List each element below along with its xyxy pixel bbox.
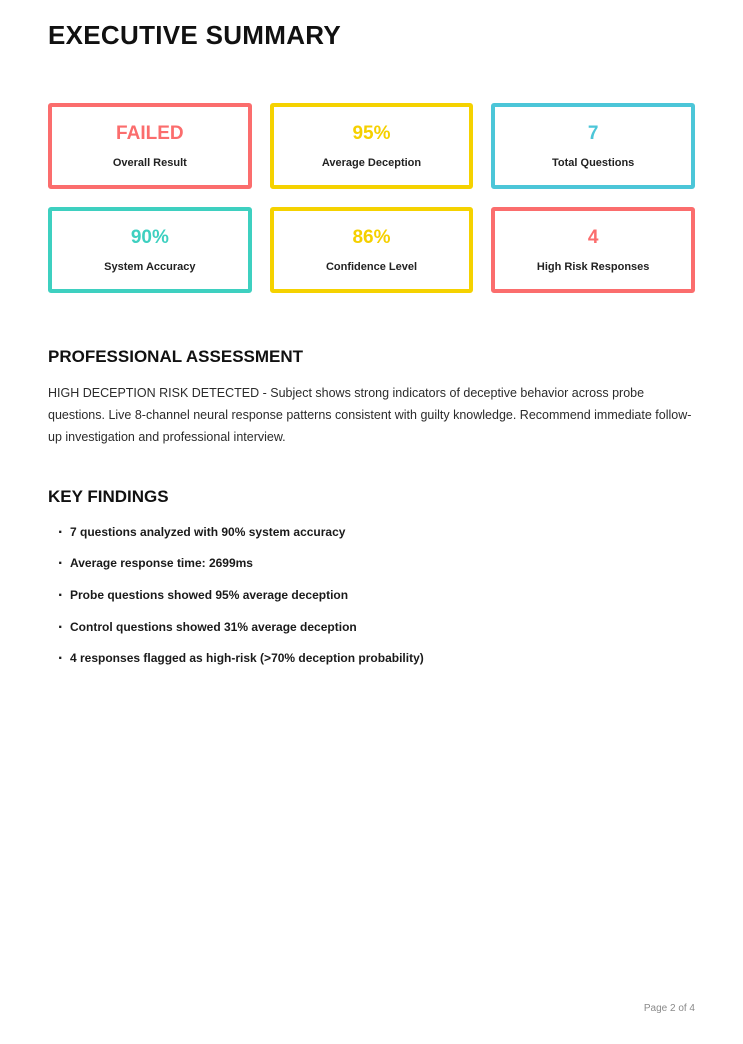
metric-card bbox=[270, 207, 474, 293]
metric-card bbox=[48, 207, 252, 293]
findings-heading: KEY FINDINGS bbox=[48, 486, 169, 506]
metric-value: 95% bbox=[352, 122, 391, 144]
metric-card bbox=[491, 207, 695, 293]
findings-list bbox=[48, 525, 695, 667]
metric-value: 90% bbox=[130, 226, 169, 248]
metric-label: Average Deception bbox=[321, 156, 422, 169]
metric-label: Overall Result bbox=[112, 156, 187, 169]
key-findings-section bbox=[48, 487, 695, 667]
metric-value: 4 bbox=[587, 226, 599, 248]
metric-value: FAILED bbox=[116, 122, 184, 144]
professional-assessment-section bbox=[48, 347, 695, 449]
page-footer: Page 2 of 4 bbox=[643, 1003, 695, 1014]
list-item: · Probe questions showed 95% average deception bbox=[48, 588, 695, 604]
metric-card bbox=[270, 103, 474, 189]
metric-label: Total Questions bbox=[552, 156, 635, 169]
assessment-body: HIGH DECEPTION RISK DETECTED - Subject shows strong indicators of deceptive behavior across probe questions. Live 8-channel neural response patterns consistent with guilty knowledge. Recommend immediate follow-up investigation and professional interview. bbox=[48, 386, 692, 444]
list-item: · 7 questions analyzed with 90% system accuracy bbox=[48, 525, 695, 541]
list-item: · Control questions showed 31% average deception bbox=[48, 620, 695, 636]
metric-card bbox=[491, 103, 695, 189]
metric-label: Confidence Level bbox=[325, 260, 418, 273]
list-item: · 4 responses flagged as high-risk (>70% deception probability) bbox=[48, 651, 695, 667]
metric-label: High Risk Responses bbox=[536, 260, 650, 273]
metrics-grid bbox=[48, 103, 695, 293]
metric-value: 7 bbox=[587, 122, 599, 144]
metric-card bbox=[48, 103, 252, 189]
metric-label: System Accuracy bbox=[104, 260, 196, 273]
page-title: EXECUTIVE SUMMARY bbox=[48, 20, 342, 50]
list-item: · Average response time: 2699ms bbox=[48, 556, 695, 572]
metric-value: 86% bbox=[352, 226, 391, 248]
assessment-heading: PROFESSIONAL ASSESSMENT bbox=[48, 347, 304, 367]
